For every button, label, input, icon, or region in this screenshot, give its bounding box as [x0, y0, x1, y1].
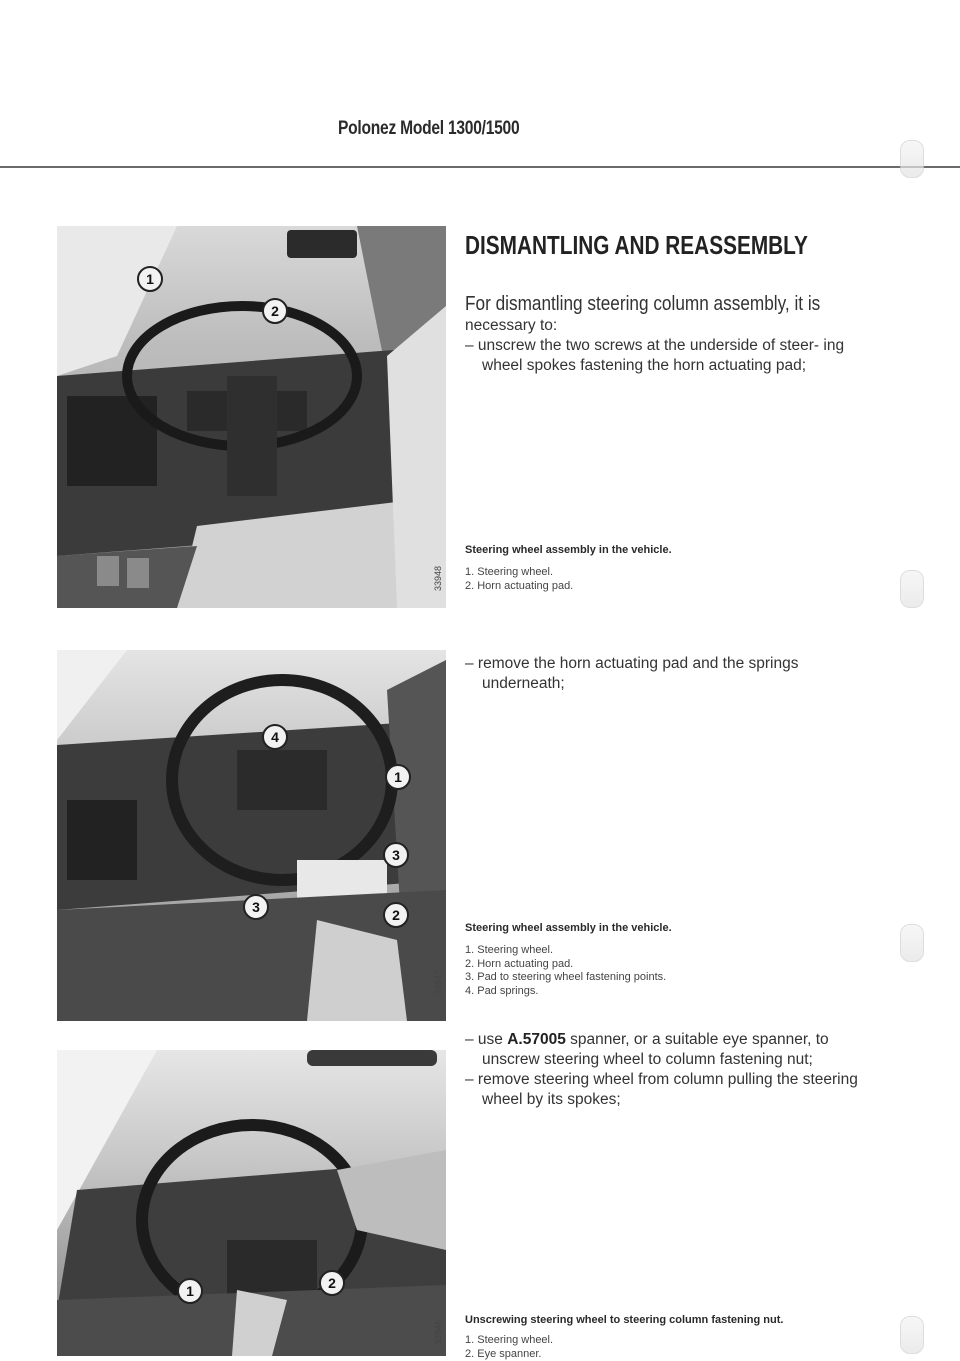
step-3-prefix: – use [465, 1031, 507, 1048]
figure-1-image [57, 226, 446, 608]
figure-3-code: 33946 [433, 1320, 443, 1345]
figure-3-caption: Unscrewing steering wheel to steering column fastening nut. [465, 1314, 783, 1326]
figure-2-callout-3-left: 3 [243, 894, 269, 920]
step-4: – remove steering wheel from column pulling the steering wheel by its spokes; [465, 1070, 860, 1110]
figure-2-callout-1: 1 [385, 764, 411, 790]
page-header-title: Polonez Model 1300/1500 [338, 118, 519, 140]
figure-2-photo [57, 650, 446, 1021]
figure-2-callout-2: 2 [383, 902, 409, 928]
figure-3-image [57, 1050, 446, 1356]
figure-1-code: 33948 [433, 566, 443, 591]
legend-item: 1. Steering wheel. [465, 1334, 553, 1348]
figure-2-image [57, 650, 446, 1021]
legend-item: 1. Steering wheel. [465, 566, 573, 580]
step-2: – remove the horn actuating pad and the springs underneath; [465, 654, 860, 694]
figure-2-callout-4: 4 [262, 724, 288, 750]
binder-hole-mark [900, 570, 924, 608]
legend-item: 3. Pad to steering wheel fastening points. [465, 971, 666, 985]
binder-hole-mark [900, 140, 924, 178]
intro-lead: For dismantling steering column assembly, it is [465, 292, 805, 316]
figure-3-photo [57, 1050, 446, 1356]
figure-1-callout-2: 2 [262, 298, 288, 324]
tool-code: A.57005 [507, 1031, 566, 1048]
figure-1-legend [465, 566, 573, 593]
legend-item: 2. Horn actuating pad. [465, 958, 666, 972]
step-3 [465, 1030, 860, 1070]
legend-item: 2. Horn actuating pad. [465, 580, 573, 594]
intro-block [465, 292, 860, 376]
figure-3-callout-2: 2 [319, 1270, 345, 1296]
figure-2-legend [465, 944, 666, 998]
figure-1-caption: Steering wheel assembly in the vehicle. [465, 544, 672, 556]
figure-2-callout-3-right: 3 [383, 842, 409, 868]
figure-2-code: 33947 [433, 970, 443, 995]
figure-2-caption: Steering wheel assembly in the vehicle. [465, 922, 672, 934]
figure-1-callout-1: 1 [137, 266, 163, 292]
binder-hole-mark [900, 924, 924, 962]
legend-item: 2. Eye spanner. [465, 1348, 553, 1361]
figure-1-photo [57, 226, 446, 608]
figure-3-callout-1: 1 [177, 1278, 203, 1304]
step-1: – unscrew the two screws at the underside of steer- ing wheel spokes fastening the horn actuating pad; [465, 336, 860, 376]
steps-3-4-block [465, 1030, 860, 1110]
intro-rest: necessary to: [465, 316, 860, 336]
legend-item: 1. Steering wheel. [465, 944, 666, 958]
section-title: DISMANTLING AND REASSEMBLY [465, 230, 808, 261]
binder-hole-mark [900, 1316, 924, 1354]
step-3-suffix: spanner, or a suitable eye spanner, to unscrew steering wheel to column fastening nut; [482, 1031, 829, 1068]
step-2-block [465, 654, 860, 694]
header-rule [0, 166, 960, 168]
legend-item: 4. Pad springs. [465, 985, 666, 999]
